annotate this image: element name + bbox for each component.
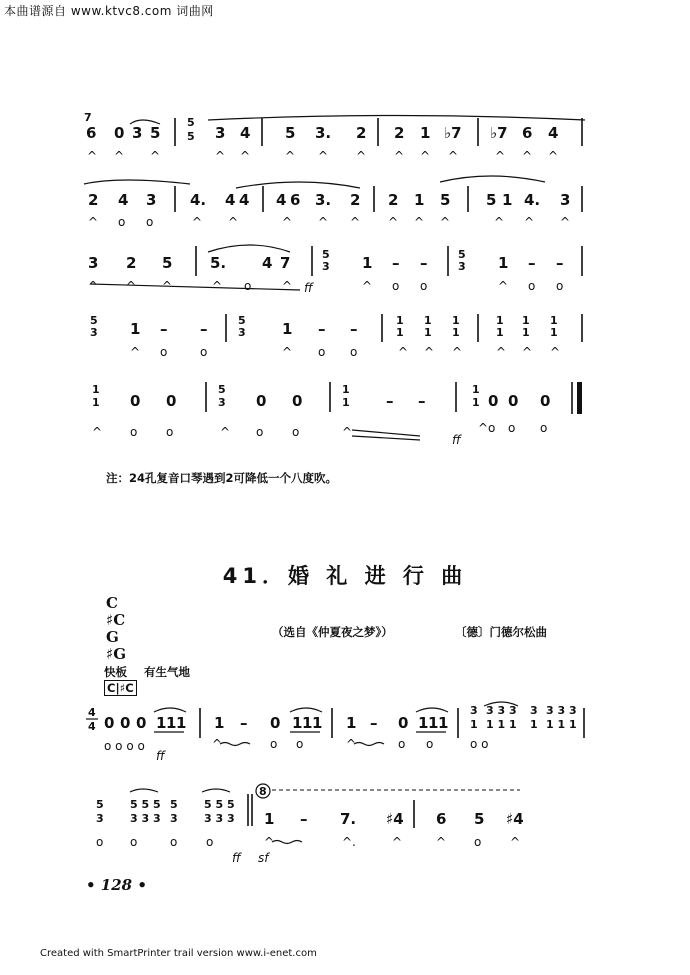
svg-text:o: o — [474, 835, 482, 849]
svg-text:♯4: ♯4 — [506, 810, 524, 828]
svg-text:2: 2 — [126, 254, 137, 272]
svg-text:^: ^ — [498, 279, 509, 293]
svg-text:^: ^ — [212, 737, 223, 751]
svg-text:^: ^ — [87, 149, 98, 163]
svg-text:1: 1 — [342, 396, 350, 409]
march-line-1 — [86, 702, 584, 763]
svg-text:3: 3 — [88, 254, 99, 272]
svg-text:3 3 3: 3 3 3 — [486, 704, 517, 717]
svg-text:6: 6 — [522, 124, 533, 142]
svg-text:–: – — [160, 320, 168, 338]
svg-text:0: 0 — [136, 714, 147, 732]
svg-text:1: 1 — [292, 714, 303, 732]
svg-text:o: o — [350, 345, 358, 359]
svg-text:♭7: ♭7 — [444, 124, 462, 142]
svg-text:^: ^ — [424, 345, 435, 359]
svg-text:3: 3 — [458, 260, 466, 273]
svg-text:1: 1 — [452, 326, 460, 339]
svg-text:3 3 3: 3 3 3 — [130, 812, 161, 825]
svg-text:4: 4 — [262, 254, 273, 272]
svg-text:3: 3 — [218, 396, 226, 409]
svg-text:3 3 3: 3 3 3 — [546, 704, 577, 717]
svg-text:^: ^ — [192, 215, 203, 229]
svg-text:1: 1 — [424, 326, 432, 339]
svg-text:3: 3 — [146, 191, 157, 209]
svg-text:o: o — [488, 421, 496, 435]
svg-text:4: 4 — [239, 191, 250, 209]
svg-text:0: 0 — [256, 392, 267, 410]
svg-text:0: 0 — [488, 392, 499, 410]
svg-text:3: 3 — [132, 124, 143, 142]
svg-text:8: 8 — [259, 785, 267, 798]
svg-text:6: 6 — [290, 191, 301, 209]
svg-text:o: o — [170, 835, 178, 849]
svg-text:0: 0 — [120, 714, 131, 732]
svg-text:–: – — [386, 392, 394, 410]
svg-text:^: ^ — [240, 149, 251, 163]
svg-text:4: 4 — [276, 191, 287, 209]
svg-text:5: 5 — [486, 191, 497, 209]
svg-text:o: o — [146, 215, 154, 229]
svg-text:–: – — [240, 714, 248, 732]
svg-text:2: 2 — [356, 124, 367, 142]
svg-text:7: 7 — [280, 254, 291, 272]
svg-text:1: 1 — [418, 714, 429, 732]
svg-text:o: o — [398, 737, 406, 751]
svg-text:^: ^ — [114, 149, 125, 163]
svg-text:0: 0 — [130, 392, 141, 410]
svg-text:1: 1 — [362, 254, 373, 272]
svg-text:1: 1 — [498, 254, 509, 272]
svg-text:^: ^ — [264, 835, 275, 849]
key-g-sharp: ♯G — [106, 645, 127, 663]
piece-title: 41．婚 礼 进 行 曲 — [222, 564, 468, 588]
svg-text:♯4: ♯4 — [386, 810, 404, 828]
source-note: （选自《仲夏夜之梦》） — [272, 625, 393, 639]
svg-text:4.: 4. — [524, 191, 541, 209]
svg-text:o: o — [540, 421, 548, 435]
svg-text:o: o — [206, 835, 214, 849]
svg-text:^: ^ — [524, 215, 535, 229]
svg-text:1: 1 — [414, 191, 425, 209]
svg-text:2: 2 — [88, 191, 99, 209]
svg-text:1: 1 — [312, 714, 323, 732]
svg-text:5.: 5. — [210, 254, 227, 272]
svg-text:o: o — [160, 345, 168, 359]
march-line-2 — [96, 784, 524, 865]
composer: 〔德〕门德尔松曲 — [455, 625, 547, 639]
svg-text:^: ^ — [346, 737, 357, 751]
svg-text:1: 1 — [496, 326, 504, 339]
svg-text:1: 1 — [428, 714, 439, 732]
svg-text:1: 1 — [472, 383, 480, 396]
svg-text:o: o — [118, 215, 126, 229]
svg-text:^: ^ — [510, 835, 521, 849]
svg-text:3: 3 — [90, 326, 98, 339]
svg-text:o: o — [392, 279, 400, 293]
svg-text:3 3 3: 3 3 3 — [204, 812, 235, 825]
svg-text:3: 3 — [530, 704, 538, 717]
svg-text:^: ^ — [550, 345, 561, 359]
svg-text:1: 1 — [420, 124, 431, 142]
svg-text:–: – — [418, 392, 426, 410]
svg-text:^: ^ — [318, 149, 329, 163]
svg-text:–: – — [370, 714, 378, 732]
svg-text:5: 5 — [218, 383, 226, 396]
svg-text:4: 4 — [240, 124, 251, 142]
key-g: G — [106, 628, 119, 646]
key-list — [106, 595, 126, 663]
svg-text:1: 1 — [522, 314, 530, 327]
svg-text:^: ^ — [388, 215, 399, 229]
svg-text:1: 1 — [302, 714, 313, 732]
svg-text:5: 5 — [162, 254, 173, 272]
svg-text:0: 0 — [292, 392, 303, 410]
score-line-1 — [84, 111, 585, 163]
svg-text:o: o — [96, 835, 104, 849]
svg-text:1: 1 — [396, 314, 404, 327]
svg-text:5 5 5: 5 5 5 — [130, 798, 161, 811]
svg-text:o o o o: o o o o — [104, 739, 145, 753]
svg-text:1: 1 — [346, 714, 357, 732]
svg-text:1: 1 — [522, 326, 530, 339]
svg-text:1: 1 — [550, 326, 558, 339]
svg-text:3: 3 — [215, 124, 226, 142]
svg-text:1: 1 — [264, 810, 275, 828]
svg-text:1: 1 — [502, 191, 513, 209]
svg-text:–: – — [300, 810, 308, 828]
svg-text:^: ^ — [548, 149, 559, 163]
svg-text:1: 1 — [452, 314, 460, 327]
svg-text:1 1 1: 1 1 1 — [486, 718, 517, 731]
svg-text:^: ^ — [88, 215, 99, 229]
svg-text:1: 1 — [470, 718, 478, 731]
svg-text:5 5 5: 5 5 5 — [204, 798, 235, 811]
svg-text:^: ^ — [126, 279, 137, 293]
svg-text:^: ^ — [448, 149, 459, 163]
svg-text:^: ^ — [130, 345, 141, 359]
svg-text:^: ^ — [414, 215, 425, 229]
svg-text:0: 0 — [104, 714, 115, 732]
svg-text:ff: ff — [156, 749, 165, 763]
svg-text:^: ^ — [150, 149, 161, 163]
svg-text:7.: 7. — [340, 810, 357, 828]
svg-text:o: o — [130, 425, 138, 439]
svg-text:o: o — [130, 835, 138, 849]
svg-text:^: ^ — [522, 149, 533, 163]
svg-text:^.: ^. — [342, 835, 356, 849]
svg-text:4: 4 — [225, 191, 236, 209]
svg-text:1: 1 — [176, 714, 187, 732]
svg-text:^: ^ — [342, 425, 353, 439]
svg-text:^: ^ — [362, 279, 373, 293]
svg-text:4: 4 — [88, 720, 96, 733]
svg-text:^: ^ — [356, 149, 367, 163]
svg-text:o: o — [420, 279, 428, 293]
svg-text:7: 7 — [84, 111, 92, 124]
svg-text:1: 1 — [496, 314, 504, 327]
svg-text:o: o — [318, 345, 326, 359]
svg-text:1: 1 — [342, 383, 350, 396]
svg-text:5: 5 — [238, 314, 246, 327]
svg-text:1: 1 — [530, 718, 538, 731]
key-c-sharp: ♯C — [106, 611, 126, 629]
svg-text:3.: 3. — [315, 191, 332, 209]
svg-text:1: 1 — [550, 314, 558, 327]
svg-text:4: 4 — [548, 124, 559, 142]
svg-text:o: o — [166, 425, 174, 439]
svg-text:5: 5 — [150, 124, 161, 142]
svg-text:o: o — [296, 737, 304, 751]
svg-text:o: o — [256, 425, 264, 439]
svg-text:–: – — [200, 320, 208, 338]
svg-text:5: 5 — [96, 798, 104, 811]
svg-text:1: 1 — [92, 383, 100, 396]
svg-text:o: o — [556, 279, 564, 293]
svg-text:^: ^ — [228, 215, 239, 229]
score-line-4 — [90, 314, 582, 359]
svg-text:–: – — [350, 320, 358, 338]
svg-text:3: 3 — [96, 812, 104, 825]
svg-text:ff: ff — [304, 281, 313, 295]
svg-text:^: ^ — [220, 425, 231, 439]
svg-text:3: 3 — [322, 260, 330, 273]
expression-marking: 有生气地 — [144, 665, 190, 679]
svg-text:^: ^ — [318, 215, 329, 229]
svg-text:^: ^ — [215, 149, 226, 163]
svg-text:5: 5 — [322, 248, 330, 261]
svg-text:4: 4 — [88, 706, 96, 719]
svg-text:–: – — [528, 254, 536, 272]
svg-text:1 1 1: 1 1 1 — [546, 718, 577, 731]
svg-text:^: ^ — [440, 215, 451, 229]
svg-text:^: ^ — [560, 215, 571, 229]
svg-text:1: 1 — [472, 396, 480, 409]
svg-text:^: ^ — [394, 149, 405, 163]
svg-text:o: o — [292, 425, 300, 439]
svg-text:2: 2 — [350, 191, 361, 209]
svg-text:1: 1 — [130, 320, 141, 338]
page-number: • 128 • — [86, 876, 147, 894]
svg-text:^: ^ — [392, 835, 403, 849]
footer-watermark: Created with SmartPrinter trail version www.i-enet.com — [40, 948, 317, 959]
svg-text:5: 5 — [285, 124, 296, 142]
svg-text:5: 5 — [170, 798, 178, 811]
tempo-marking: 快板 — [104, 665, 127, 679]
svg-text:o: o — [244, 279, 252, 293]
svg-text:5: 5 — [458, 248, 466, 261]
svg-text:^: ^ — [496, 345, 507, 359]
svg-text:1: 1 — [156, 714, 167, 732]
svg-text:^: ^ — [478, 421, 489, 435]
svg-text:4: 4 — [118, 191, 129, 209]
svg-text:5: 5 — [474, 810, 485, 828]
svg-text:^: ^ — [282, 279, 293, 293]
svg-text:^: ^ — [282, 215, 293, 229]
svg-text:2: 2 — [388, 191, 399, 209]
svg-text:1: 1 — [438, 714, 449, 732]
svg-text:–: – — [556, 254, 564, 272]
svg-text:–: – — [392, 254, 400, 272]
svg-text:0: 0 — [270, 714, 281, 732]
svg-text:^: ^ — [282, 345, 293, 359]
svg-text:^: ^ — [162, 279, 173, 293]
svg-text:1: 1 — [92, 396, 100, 409]
svg-text:5: 5 — [440, 191, 451, 209]
score-line-3 — [88, 245, 582, 295]
score-line-5 — [92, 382, 582, 447]
svg-text:♭7: ♭7 — [490, 124, 508, 142]
svg-text:^: ^ — [212, 279, 223, 293]
svg-text:^: ^ — [436, 835, 447, 849]
svg-text:3: 3 — [560, 191, 571, 209]
svg-text:3: 3 — [238, 326, 246, 339]
harmonica-note: 注：24孔复音口琴遇到2可降低一个八度吹。 — [106, 471, 338, 485]
svg-text:5: 5 — [187, 116, 195, 129]
svg-text:^: ^ — [494, 215, 505, 229]
svg-text:6: 6 — [86, 124, 97, 142]
svg-text:^: ^ — [350, 215, 361, 229]
svg-text:0: 0 — [540, 392, 551, 410]
svg-text:^: ^ — [88, 279, 99, 293]
svg-text:^: ^ — [285, 149, 296, 163]
svg-text:–: – — [318, 320, 326, 338]
score-line-2 — [84, 176, 582, 229]
svg-text:3: 3 — [170, 812, 178, 825]
key-c: C — [106, 594, 118, 612]
svg-text:–: – — [420, 254, 428, 272]
svg-text:1: 1 — [166, 714, 177, 732]
svg-text:^: ^ — [495, 149, 506, 163]
svg-text:5: 5 — [187, 130, 195, 143]
svg-text:3.: 3. — [315, 124, 332, 142]
svg-text:^: ^ — [92, 425, 103, 439]
svg-text:4.: 4. — [190, 191, 207, 209]
svg-text:o: o — [426, 737, 434, 751]
svg-text:3: 3 — [470, 704, 478, 717]
svg-text:0: 0 — [508, 392, 519, 410]
svg-text:o: o — [270, 737, 278, 751]
svg-text:2: 2 — [394, 124, 405, 142]
svg-text:o: o — [528, 279, 536, 293]
svg-text:0: 0 — [398, 714, 409, 732]
svg-text:o: o — [200, 345, 208, 359]
key-box: C|♯C — [104, 680, 137, 696]
svg-text:^: ^ — [420, 149, 431, 163]
svg-text:^: ^ — [398, 345, 409, 359]
svg-text:0: 0 — [166, 392, 177, 410]
svg-text:ff: ff — [232, 851, 241, 865]
svg-text:o: o — [508, 421, 516, 435]
svg-text:o o: o o — [470, 737, 489, 751]
svg-text:ff: ff — [452, 433, 461, 447]
svg-text:1: 1 — [282, 320, 293, 338]
svg-text:sf: sf — [258, 851, 269, 865]
svg-text:1: 1 — [214, 714, 225, 732]
svg-text:1: 1 — [424, 314, 432, 327]
svg-text:0: 0 — [114, 124, 125, 142]
svg-text:5: 5 — [90, 314, 98, 327]
svg-text:^: ^ — [452, 345, 463, 359]
svg-text:1: 1 — [396, 326, 404, 339]
svg-text:^: ^ — [522, 345, 533, 359]
site-header: 本曲谱源自 www.ktvc8.com 词曲网 — [4, 4, 214, 18]
svg-text:6: 6 — [436, 810, 447, 828]
